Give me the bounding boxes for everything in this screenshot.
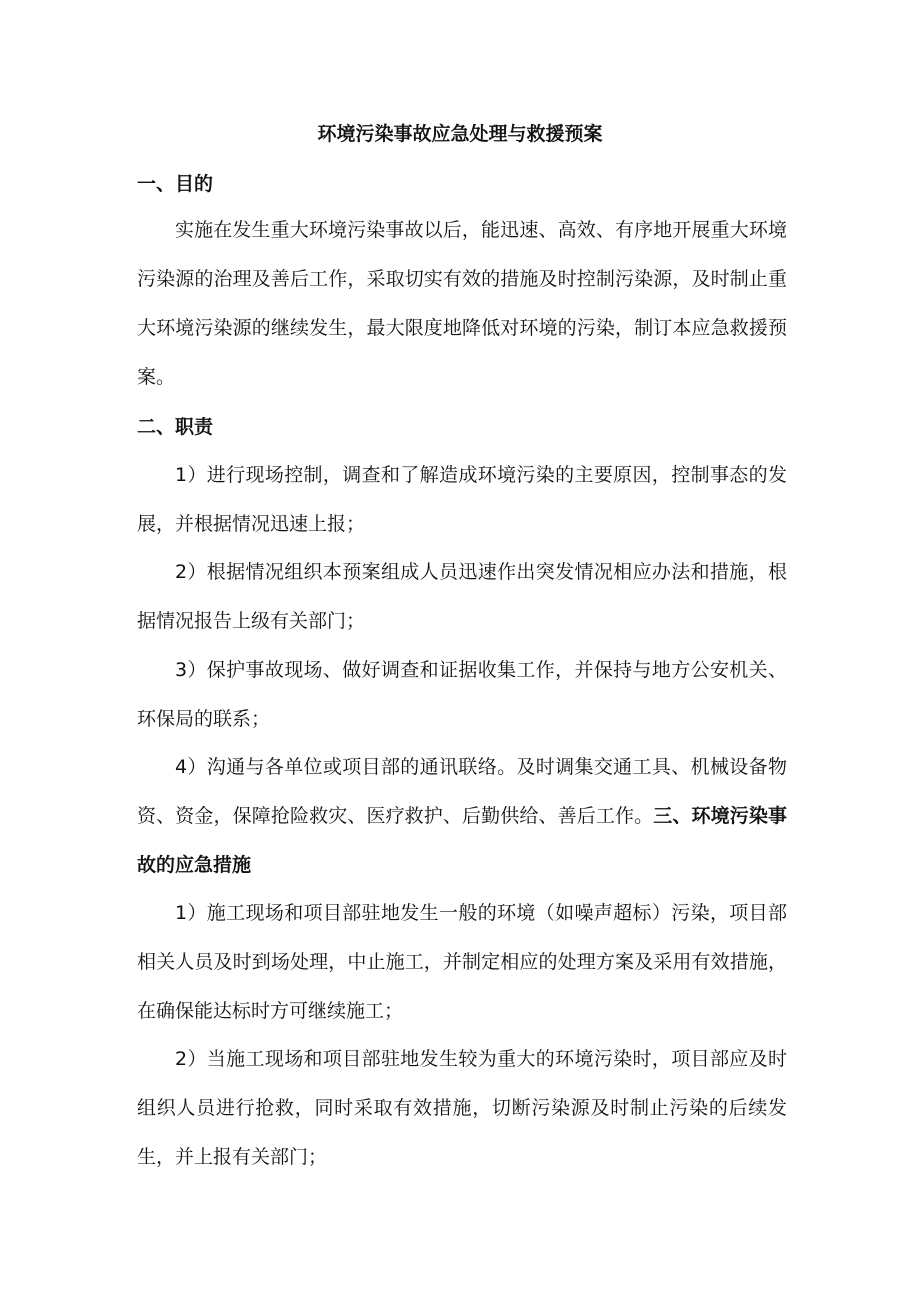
duty-item-3: 3）保护事故现场、做好调查和证据收集工作，并保持与地方公安机关、环保局的联系； [137, 659, 787, 730]
duty-item-4 [137, 743, 787, 890]
purpose-paragraph: 实施在发生重大环境污染事故以后，能迅速、高效、有序地开展重大环境污染源的治理及善后工作，采取切实有效的措施及时控制污染源，及时制止重大环境污染源的继续发生，最大限度地降低对环境的污染，制订本应急救援预案。 [137, 219, 787, 388]
measure-item-1: 1）施工现场和项目部驻地发生一般的环境（如噪声超标）污染，项目部相关人员及时到场处理，中止施工，并制定相应的处理方案及采用有效措施，在确保能达标时方可继续施工； [137, 902, 787, 1022]
duty-item-1: 1）进行现场控制，调查和了解造成环境污染的主要原因，控制事态的发展，并根据情况迅速上报； [137, 464, 787, 535]
measure-item-2: 2）当施工现场和项目部驻地发生较为重大的环境污染时，项目部应及时组织人员进行抢救，同时采取有效措施，切断污染源及时制止污染的后续发生，并上报有关部门； [137, 1048, 787, 1168]
section-heading-measures: 三、环境污染事故的应急措施 [137, 805, 787, 876]
section-heading-purpose: 一、目的 [137, 173, 214, 195]
duty-item-4-text: 4）沟通与各单位或项目部的通讯联络。及时调集交通工具、机械设备物资、资金，保障抢险救灾、医疗救护、后勤供给、善后工作。 [137, 756, 787, 827]
section-heading-duties: 二、职责 [137, 416, 214, 438]
duty-item-2: 2）根据情况组织本预案组成人员迅速作出突发情况相应办法和措施，根据情况报告上级有关部门； [137, 561, 787, 632]
document-title: 环境污染事故应急处理与救援预案 [317, 123, 603, 145]
